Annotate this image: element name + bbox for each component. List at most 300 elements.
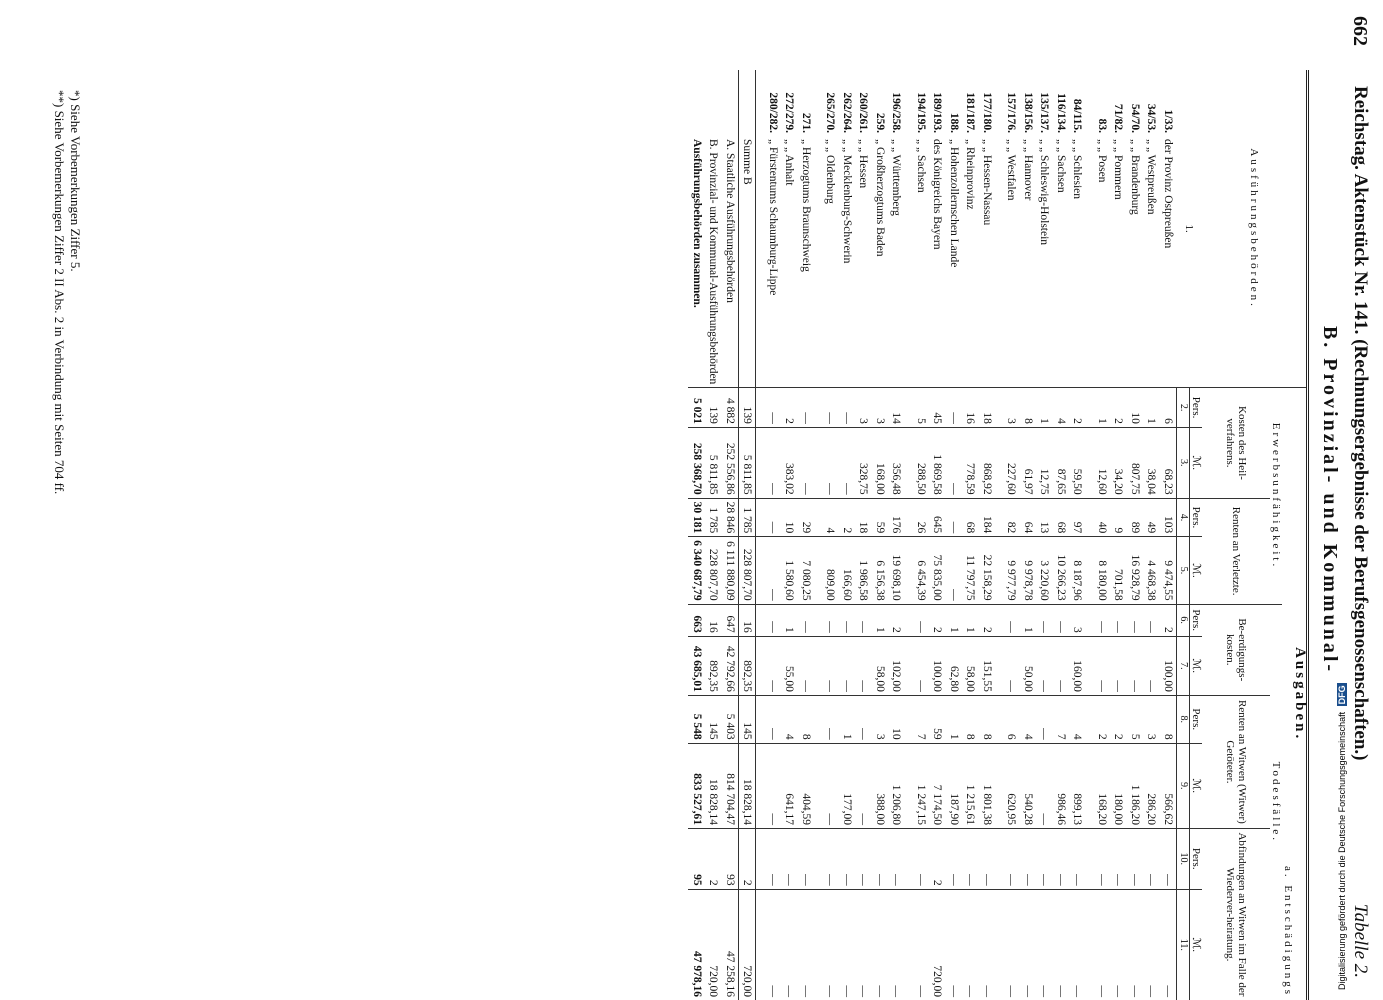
cell-c10: — xyxy=(765,828,782,889)
cell-c2: — xyxy=(765,388,782,428)
cell-c8: — xyxy=(855,695,872,743)
cell-c3: 38,04 xyxy=(1143,427,1160,498)
cell-c9: 168,20 xyxy=(1094,743,1111,828)
gap-cell xyxy=(905,695,913,743)
cell-c10: — xyxy=(1036,828,1053,889)
row-ref: 194/195. xyxy=(914,92,927,133)
cell-c5: 6 454,39 xyxy=(913,537,930,604)
cell-c7: 892,35 xyxy=(739,636,757,695)
row-ref: 116/134. xyxy=(1054,93,1067,133)
cell-c7: — xyxy=(1143,636,1160,695)
cell-c10: — xyxy=(1160,828,1177,889)
cell-c2: 3 xyxy=(1003,388,1020,428)
cell-c4: 1 785 xyxy=(705,498,722,537)
cell-c4: 4 xyxy=(822,498,839,537)
gap-cell xyxy=(995,136,1003,388)
sub-header-beerdigungskosten: Be-erdigungs-kosten. xyxy=(1202,604,1270,695)
table-row xyxy=(1020,70,1037,1000)
unit-mark: ℳ. xyxy=(1190,889,1203,1000)
cell-c2: 5 021 xyxy=(689,388,706,428)
row-label: „ „ Sachsen xyxy=(914,139,927,193)
gap-cell xyxy=(756,537,765,604)
cell-c8: 5 403 xyxy=(722,695,739,743)
cell-c11: — xyxy=(1127,889,1144,1000)
cell-c6: — xyxy=(1110,604,1127,636)
row-label: A. Staatliche Ausführungsbehörden xyxy=(722,136,739,388)
gap-cell xyxy=(995,498,1003,537)
cell-c5: 10 266,23 xyxy=(1053,537,1070,604)
unit-mark: ℳ. xyxy=(1190,743,1203,828)
row-ref: 196/258. xyxy=(890,92,903,133)
col-index-9: 9. xyxy=(1177,743,1190,828)
cell-c7: — xyxy=(839,636,856,695)
digitization-note xyxy=(1337,683,1347,990)
cell-c9: — xyxy=(1036,743,1053,828)
cell-c3: 1 869,58 xyxy=(929,427,946,498)
gap-cell xyxy=(905,636,913,695)
cell-c4: 1 785 xyxy=(739,498,757,537)
row-ref: 272/279. xyxy=(783,92,796,133)
cell-c3: — xyxy=(946,427,963,498)
cell-c2: — xyxy=(822,388,839,428)
cell-c8: 8 xyxy=(1160,695,1177,743)
col-index-6: 6. xyxy=(1177,604,1190,636)
gap-cell xyxy=(1086,828,1094,889)
table-row xyxy=(888,70,905,1000)
cell-c10: — xyxy=(979,828,996,889)
col-index-8: 8. xyxy=(1177,695,1190,743)
cell-c8: 7 xyxy=(913,695,930,743)
cell-c8: 1 xyxy=(946,695,963,743)
cell-c6: — xyxy=(765,604,782,636)
cell-c5: 8 187,96 xyxy=(1069,537,1086,604)
cell-c11: — xyxy=(1143,889,1160,1000)
gap-cell xyxy=(905,388,913,428)
row-label: „ „ Sachsen xyxy=(1054,139,1067,193)
cell-c2: 3 xyxy=(855,388,872,428)
footnote: **) Siehe Vorbemerkungen Ziffer 2 II Abs. 2 in Verbindung mit Seiten 704 ff. xyxy=(52,90,67,495)
cell-c10: — xyxy=(946,828,963,889)
gap-cell xyxy=(905,136,913,388)
gap-cell xyxy=(814,695,822,743)
cell-c2: 2 xyxy=(1110,388,1127,428)
row-ref xyxy=(739,70,757,136)
cell-c9: 1 801,38 xyxy=(979,743,996,828)
table-row xyxy=(765,70,782,1000)
row-ref: 83. xyxy=(1095,118,1108,133)
cell-c8: 8 xyxy=(798,695,815,743)
cell-c2: 2 xyxy=(781,388,798,428)
cell-c10: 2 xyxy=(705,828,722,889)
cell-c8: 1 xyxy=(839,695,856,743)
cell-c9: 1 186,20 xyxy=(1127,743,1144,828)
col-index-2: 2. xyxy=(1177,388,1190,428)
cell-c4: 18 xyxy=(855,498,872,537)
gap-cell xyxy=(756,388,765,428)
cell-c8: 4 xyxy=(1020,695,1037,743)
cell-c9: 641,17 xyxy=(781,743,798,828)
cell-c4: — xyxy=(946,498,963,537)
cell-c3: 168,00 xyxy=(872,427,889,498)
cell-c9: 986,46 xyxy=(1053,743,1070,828)
cell-c9: 540,28 xyxy=(1020,743,1037,828)
gap-cell xyxy=(756,604,765,636)
cell-c3: — xyxy=(839,427,856,498)
cell-c3: 87,65 xyxy=(1053,427,1070,498)
cell-c9: 7 174,50 xyxy=(929,743,946,828)
cell-c11: 720,00 xyxy=(739,889,757,1000)
cell-c5: 8 180,00 xyxy=(1094,537,1111,604)
table-label: Tabelle 2. xyxy=(1350,903,1371,978)
gap-cell xyxy=(1086,498,1094,537)
cell-c10: — xyxy=(855,828,872,889)
table-container xyxy=(689,70,1310,1000)
table-row xyxy=(979,70,996,1000)
gap-cell xyxy=(905,537,913,604)
row-label: „ „ Pommern xyxy=(1112,139,1125,200)
row-ref: 84/115. xyxy=(1071,98,1084,133)
cell-c2: 16 xyxy=(962,388,979,428)
results-table xyxy=(689,70,1310,1000)
row-ref: 34/53. xyxy=(1145,103,1158,133)
cell-c6: — xyxy=(798,604,815,636)
gap-cell xyxy=(995,636,1003,695)
cell-c11: — xyxy=(913,889,930,1000)
cell-c8: 3 xyxy=(872,695,889,743)
row-ref xyxy=(722,70,739,136)
cell-c6: 3 xyxy=(1069,604,1086,636)
gap-cell xyxy=(1086,889,1094,1000)
gap-cell xyxy=(814,889,822,1000)
cell-c11: 720,00 xyxy=(705,889,722,1000)
cell-c11: — xyxy=(855,889,872,1000)
cell-c2: — xyxy=(946,388,963,428)
cell-c9: 180,00 xyxy=(1110,743,1127,828)
cell-c2: 45 xyxy=(929,388,946,428)
cell-c11: 47 978,16 xyxy=(689,889,706,1000)
table-row xyxy=(1094,70,1111,1000)
digitization-text: Digitalisierung gefördert durch die Deutsche Forschungsgemeinschaft xyxy=(1337,711,1347,990)
table-row xyxy=(1110,70,1127,1000)
cell-c11: — xyxy=(888,889,905,1000)
cell-c8: 145 xyxy=(705,695,722,743)
cell-c9: 388,00 xyxy=(872,743,889,828)
row-label: B. Provinzial- und Kommunal-Ausführungsbehörden xyxy=(707,139,720,385)
cell-c4: 82 xyxy=(1003,498,1020,537)
gap-cell xyxy=(995,743,1003,828)
cell-c6: — xyxy=(1143,604,1160,636)
gap-cell xyxy=(756,695,765,743)
cell-c7: — xyxy=(855,636,872,695)
table-row xyxy=(1003,70,1020,1000)
cell-c2: 3 xyxy=(872,388,889,428)
cell-c11: — xyxy=(765,889,782,1000)
cell-c2: 10 xyxy=(1127,388,1144,428)
cell-c9: 286,20 xyxy=(1143,743,1160,828)
cell-c4: 30 181 xyxy=(689,498,706,537)
totals-row xyxy=(722,70,739,1000)
cell-c8: 59 xyxy=(929,695,946,743)
cell-c4: 89 xyxy=(1127,498,1144,537)
cell-c3: 356,48 xyxy=(888,427,905,498)
row-ref: 259. xyxy=(873,112,886,133)
cell-c2: 8 xyxy=(1020,388,1037,428)
row-ref: 271. xyxy=(799,112,812,133)
cell-c4: 176 xyxy=(888,498,905,537)
cell-c2: 1 xyxy=(1036,388,1053,428)
cell-c10: — xyxy=(962,828,979,889)
cell-c8: 7 xyxy=(1053,695,1070,743)
gap-cell xyxy=(1086,427,1094,498)
row-label: „ „ Hessen xyxy=(857,139,870,189)
footnotes xyxy=(51,90,83,494)
table-row xyxy=(798,70,815,1000)
cell-c6: 2 xyxy=(888,604,905,636)
cell-c2: — xyxy=(798,388,815,428)
cell-c10: — xyxy=(1143,828,1160,889)
gap-cell xyxy=(814,388,822,428)
cell-c6: — xyxy=(913,604,930,636)
gap-cell xyxy=(814,743,822,828)
sub-header-abfindungen: Abfindungen an Witwen im Falle der Wiederver-heiratung. xyxy=(1202,828,1270,1000)
section-title: B. Provinzial- und Kommunal- xyxy=(1319,325,1341,675)
cell-c5: — xyxy=(765,537,782,604)
cell-c3: 328,75 xyxy=(855,427,872,498)
table-row xyxy=(946,70,963,1000)
cell-c3: 383,02 xyxy=(781,427,798,498)
gap-cell xyxy=(1086,604,1094,636)
cell-c4: 59 xyxy=(872,498,889,537)
gap-cell xyxy=(905,70,913,136)
row-ref: 280/282. xyxy=(766,92,779,133)
cell-c4: 184 xyxy=(979,498,996,537)
gap-cell xyxy=(995,537,1003,604)
cell-c9: 1 206,80 xyxy=(888,743,905,828)
row-label: „ „ Brandenburg xyxy=(1128,139,1141,215)
cell-c6: — xyxy=(1053,604,1070,636)
cell-c11: — xyxy=(962,889,979,1000)
gap-cell xyxy=(814,427,822,498)
cell-c7: 100,00 xyxy=(929,636,946,695)
cell-c8: 2 xyxy=(1094,695,1111,743)
unit-pers: Pers. xyxy=(1190,695,1203,743)
cell-c10: — xyxy=(888,828,905,889)
cell-c3: 12,75 xyxy=(1036,427,1053,498)
cell-c5: 7 080,25 xyxy=(798,537,815,604)
unit-pers: Pers. xyxy=(1190,828,1203,889)
col-index-7: 7. xyxy=(1177,636,1190,695)
table-row xyxy=(839,70,856,1000)
row-label: „ „ Posen xyxy=(1095,139,1108,183)
cell-c8: 5 xyxy=(1127,695,1144,743)
gap-cell xyxy=(756,427,765,498)
cell-c2: 2 xyxy=(1069,388,1086,428)
row-ref: 265/270. xyxy=(824,92,837,133)
cell-c10: 93 xyxy=(722,828,739,889)
todesfaelle-header: Todesfälle. xyxy=(1270,604,1282,1000)
gap-cell xyxy=(1086,537,1094,604)
cell-c4: 2 xyxy=(839,498,856,537)
cell-c7: — xyxy=(1053,636,1070,695)
cell-c7: — xyxy=(765,636,782,695)
cell-c2: 6 xyxy=(1160,388,1177,428)
unit-pers: Pers. xyxy=(1190,604,1203,636)
gap-cell xyxy=(1086,636,1094,695)
cell-c6: — xyxy=(855,604,872,636)
row-ref xyxy=(705,70,722,136)
table-row xyxy=(781,70,798,1000)
gap-cell xyxy=(814,537,822,604)
dfg-logo: DFG xyxy=(1337,685,1347,705)
cell-c10: — xyxy=(1127,828,1144,889)
cell-c4: 49 xyxy=(1143,498,1160,537)
cell-c8: — xyxy=(822,695,839,743)
row-label: „ „ Mecklenburg-Schwerin xyxy=(840,139,853,264)
cell-c5: 809,00 xyxy=(822,537,839,604)
unit-mark: ℳ. xyxy=(1190,427,1203,498)
cell-c7: 55,00 xyxy=(781,636,798,695)
cell-c7: 62,80 xyxy=(946,636,963,695)
gap-cell xyxy=(814,604,822,636)
cell-c5: 6 111 880,09 xyxy=(722,537,739,604)
cell-c5: 228 807,70 xyxy=(739,537,757,604)
cell-c7: 58,00 xyxy=(872,636,889,695)
cell-c10: — xyxy=(1053,828,1070,889)
gap-cell xyxy=(905,828,913,889)
cell-c2: 139 xyxy=(705,388,722,428)
cell-c10: — xyxy=(872,828,889,889)
gap-cell xyxy=(1086,743,1094,828)
cell-c7: 151,55 xyxy=(979,636,996,695)
cell-c5: 19 698,10 xyxy=(888,537,905,604)
erwerbsunfaehigkeit-header: Erwerbsunfähigkeit. xyxy=(1270,388,1282,604)
gap-cell xyxy=(814,828,822,889)
cell-c8: 10 xyxy=(888,695,905,743)
gap-cell xyxy=(814,498,822,537)
col-index-5: 5. xyxy=(1177,537,1190,604)
cell-c8: 3 xyxy=(1143,695,1160,743)
cell-c2: — xyxy=(839,388,856,428)
cell-c7: 100,00 xyxy=(1160,636,1177,695)
cell-c10: — xyxy=(1020,828,1037,889)
col-index-1: 1. xyxy=(1183,224,1196,233)
row-gap xyxy=(756,70,765,1000)
cell-c3: 227,60 xyxy=(1003,427,1020,498)
cell-c7: 43 685,01 xyxy=(689,636,706,695)
cell-c4: 68 xyxy=(1053,498,1070,537)
col-header-ausfuehrungsbehoerden: Ausführungsbehörden. xyxy=(1202,70,1308,388)
cell-c10: — xyxy=(1003,828,1020,889)
row-ref: 262/264. xyxy=(840,92,853,133)
cell-c4: 29 xyxy=(798,498,815,537)
row-label: „ „ Anhalt xyxy=(783,139,796,186)
row-label: Summe B xyxy=(739,136,757,388)
row-ref: 189/193. xyxy=(931,92,944,133)
row-ref xyxy=(689,70,706,136)
cell-c3: — xyxy=(822,427,839,498)
table-body xyxy=(689,70,1177,1000)
cell-c3: 12,60 xyxy=(1094,427,1111,498)
cell-c8: — xyxy=(1036,695,1053,743)
cell-c11: 720,00 xyxy=(929,889,946,1000)
cell-c7: — xyxy=(1110,636,1127,695)
cell-c5: 3 220,60 xyxy=(1036,537,1053,604)
row-label: „ „ Hannover xyxy=(1021,139,1034,201)
cell-c2: 139 xyxy=(739,388,757,428)
page-number: 662 xyxy=(1349,16,1371,46)
cell-c6: 1 xyxy=(946,604,963,636)
cell-c7: 42 792,66 xyxy=(722,636,739,695)
cell-c10: — xyxy=(839,828,856,889)
row-ref: 71/82. xyxy=(1112,103,1125,133)
cell-c4: 68 xyxy=(962,498,979,537)
cell-c6: 1 xyxy=(962,604,979,636)
cell-c6: 16 xyxy=(739,604,757,636)
cell-c10: 2 xyxy=(929,828,946,889)
table-row xyxy=(962,70,979,1000)
cell-c10: — xyxy=(913,828,930,889)
cell-c11: — xyxy=(822,889,839,1000)
table-row xyxy=(1127,70,1144,1000)
row-ref: 138/156. xyxy=(1021,92,1034,133)
cell-c11: — xyxy=(946,889,963,1000)
cell-c8: 8 xyxy=(962,695,979,743)
row-label: „ Rheinprovinz xyxy=(964,139,977,210)
gap-cell xyxy=(995,427,1003,498)
cell-c6: 2 xyxy=(1160,604,1177,636)
cell-c5: 4 468,38 xyxy=(1143,537,1160,604)
cell-c11: — xyxy=(1036,889,1053,1000)
row-ref: 135/137. xyxy=(1038,92,1051,133)
cell-c9: 18 828,14 xyxy=(705,743,722,828)
row-label: „ „ Westfalen xyxy=(1005,139,1018,201)
cell-c5: 11 797,75 xyxy=(962,537,979,604)
gap-cell xyxy=(995,889,1003,1000)
cell-c6: 2 xyxy=(929,604,946,636)
row-ref: 1/33. xyxy=(1162,109,1174,133)
sub-header-heilverfahren: Kosten des Heil-verfahrens. xyxy=(1202,388,1270,498)
cell-c9: 620,95 xyxy=(1003,743,1020,828)
cell-c6: 663 xyxy=(689,604,706,636)
gap-cell xyxy=(905,498,913,537)
cell-c5: 9 977,79 xyxy=(1003,537,1020,604)
cell-c7: — xyxy=(822,636,839,695)
cell-c9: 566,62 xyxy=(1160,743,1177,828)
cell-c10: — xyxy=(1094,828,1111,889)
cell-c6: — xyxy=(1036,604,1053,636)
entschaedigungs-header: a. Entschädigungs xyxy=(1282,388,1294,1000)
cell-c3: 252 556,86 xyxy=(722,427,739,498)
cell-c3: — xyxy=(765,427,782,498)
gap-cell xyxy=(995,70,1003,136)
row-label: „ „ Württemberg xyxy=(890,139,903,216)
cell-c7: — xyxy=(1003,636,1020,695)
cell-c11: — xyxy=(839,889,856,1000)
cell-c10: — xyxy=(822,828,839,889)
cell-c4: 97 xyxy=(1069,498,1086,537)
cell-c11: — xyxy=(798,889,815,1000)
cell-c4: 26 xyxy=(913,498,930,537)
cell-c7: 892,35 xyxy=(705,636,722,695)
cell-c5: 16 928,79 xyxy=(1127,537,1144,604)
gap-cell xyxy=(1086,388,1094,428)
cell-c4: — xyxy=(765,498,782,537)
cell-c6: 1 xyxy=(872,604,889,636)
cell-c11: — xyxy=(1053,889,1070,1000)
cell-c5: 228 807,70 xyxy=(705,537,722,604)
cell-c3: 868,92 xyxy=(979,427,996,498)
cell-c6: 1 xyxy=(1020,604,1037,636)
